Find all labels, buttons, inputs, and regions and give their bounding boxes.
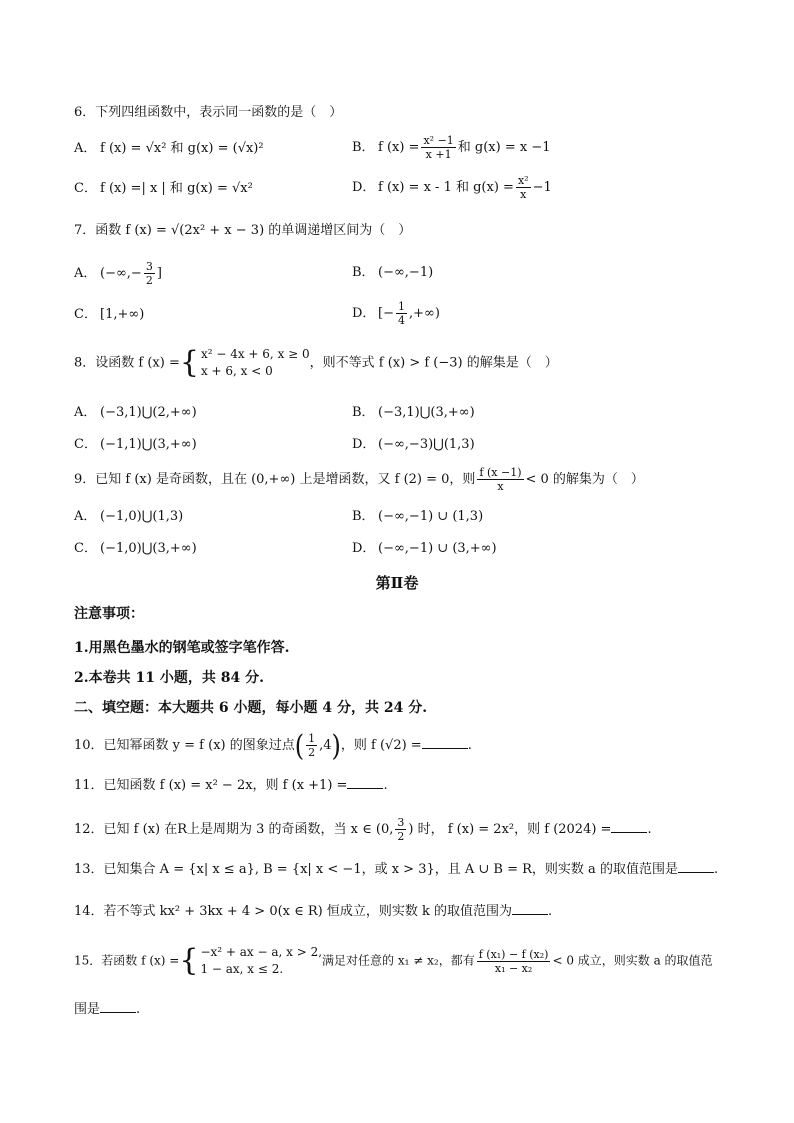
- q8-option-d[interactable]: [352, 436, 475, 454]
- denominator: x +1: [425, 148, 452, 161]
- fraction: [395, 816, 406, 843]
- option-post: 和 g(x) = x −1: [457, 140, 551, 155]
- option-text: (−∞,−3)⋃(1,3): [378, 437, 475, 452]
- fraction: [421, 134, 455, 161]
- option-text: f (x) = √x² 和 g(x) = (√x)²: [100, 141, 264, 156]
- option-letter: A．: [74, 509, 97, 524]
- stem-line2: 围是: [74, 1002, 101, 1017]
- denominator: x: [497, 480, 504, 493]
- numerator: f (x −1): [479, 466, 522, 479]
- notice-item-2: 2.本卷共 11 小题，共 84 分.: [74, 670, 264, 686]
- fraction: [477, 948, 551, 975]
- stem-post: ，则 f (√2) =: [340, 738, 422, 753]
- option-pre: [−: [378, 306, 394, 321]
- fraction: [477, 466, 523, 493]
- q13-stem: [74, 860, 718, 879]
- numerator: 1: [397, 300, 405, 313]
- q9-option-c[interactable]: [74, 540, 197, 558]
- q15-stem-line2: [74, 1000, 140, 1019]
- option-letter: D．: [352, 541, 376, 556]
- stem-post: ) 时， f (x) = 2x²，则 f (2024) =: [408, 822, 612, 837]
- stem-pre: 15．若函数 f (x) =: [74, 953, 180, 968]
- stem-pre: 12．已知 f (x) 在R上是周期为 3 的奇函数，当 x ∈ (0,: [74, 822, 394, 837]
- section-title: 第Ⅱ卷: [375, 574, 419, 592]
- option-text: (−∞,−1) ∪ (3,+∞): [378, 541, 497, 556]
- option-letter: A．: [74, 266, 97, 281]
- fraction: [144, 260, 155, 287]
- option-text: f (x) =| x | 和 g(x) = √x²: [100, 181, 253, 196]
- stem-end: .: [647, 822, 652, 837]
- stem-text: 14．若不等式 kx² + 3kx + 4 > 0(x ∈ R) 恒成立，则实数 k 的取值范围为: [74, 904, 513, 919]
- q6-option-b[interactable]: [352, 134, 551, 161]
- option-letter: C．: [74, 307, 97, 322]
- q10-stem: [74, 728, 472, 763]
- fraction: [396, 300, 407, 327]
- numerator: x²: [517, 174, 529, 187]
- stem-text: 13．已知集合 A = {x| x ≤ a}, B = {x| x < −1，或 x > 3}，且 A ∪ B = R，则实数 a 的取值范围是: [74, 862, 678, 877]
- option-letter: B．: [352, 405, 375, 420]
- numerator: 3: [397, 816, 405, 829]
- answer-blank[interactable]: [100, 1000, 136, 1013]
- option-letter: A．: [74, 405, 97, 420]
- option-letter: C．: [74, 437, 97, 452]
- notice-item-1: 1.用黑色墨水的钢笔或签字笔作答.: [74, 640, 290, 656]
- stem-end: .: [383, 778, 388, 793]
- case-2: x + 6, x < 0: [200, 364, 273, 378]
- stem-end: .: [467, 738, 472, 753]
- option-text: (−1,1)⋃(3,+∞): [100, 437, 197, 452]
- option-letter: C．: [74, 541, 97, 556]
- stem-end: .: [136, 1002, 141, 1017]
- option-pre: (−∞,−: [100, 266, 142, 281]
- option-letter: A．: [74, 141, 97, 156]
- left-brace: {: [179, 345, 199, 380]
- q9-option-b[interactable]: [352, 508, 483, 526]
- option-letter: D．: [352, 306, 376, 321]
- stem-post: < 0 的解集为（ ）: [525, 472, 644, 487]
- denominator: x₁ − x₂: [494, 961, 533, 975]
- option-post: ]: [156, 266, 162, 281]
- part-title: 二、填空题：本大题共 6 小题，每小题 4 分，共 24 分.: [74, 700, 428, 716]
- notice-title: 注意事项：: [74, 606, 144, 622]
- option-text: (−1,0)⋃(1,3): [100, 509, 184, 524]
- stem-pre: 8．设函数 f (x) =: [74, 355, 180, 371]
- option-pre: f (x) =: [378, 140, 420, 155]
- q6-option-a[interactable]: [74, 140, 264, 158]
- numerator: f (x₁) − f (x₂): [478, 947, 549, 961]
- denominator: x: [520, 188, 527, 201]
- left-paren: (: [294, 728, 305, 763]
- option-letter: D．: [352, 180, 376, 195]
- q6-stem: 6．下列四组函数中，表示同一函数的是（ ）: [74, 105, 343, 120]
- denominator: 2: [145, 274, 153, 287]
- point-tail: ,4: [319, 738, 332, 753]
- q15-stem: [74, 944, 713, 978]
- q7-option-d[interactable]: [352, 300, 440, 327]
- q7-stem: 7．函数 f (x) = √(2x² + x − 3) 的单调递增区间为（ ）: [74, 223, 412, 238]
- option-text: [1,+∞): [100, 307, 145, 322]
- stem-text: 11．已知函数 f (x) = x² − 2x，则 f (x +1) =: [74, 778, 348, 793]
- q7-option-b[interactable]: [352, 264, 433, 282]
- q9-option-a[interactable]: [74, 508, 183, 526]
- stem-mid: 满足对任意的 x₁ ≠ x₂，都有: [322, 953, 475, 968]
- option-text: (−3,1)⋃(3,+∞): [378, 405, 475, 420]
- case-2: 1 − ax, x ≤ 2.: [200, 962, 284, 976]
- stem-pre: 10．已知幂函数 y = f (x) 的图象过点: [74, 738, 295, 753]
- option-letter: B．: [352, 265, 375, 280]
- answer-blank[interactable]: [611, 820, 647, 833]
- option-text: (−∞,−1) ∪ (1,3): [378, 509, 484, 524]
- stem-post: < 0 成立，则实数 a 的取值范: [552, 953, 713, 968]
- stem-post: ，则不等式 f (x) > f (−3) 的解集是（ ）: [309, 355, 558, 371]
- option-post: ,+∞): [408, 306, 440, 321]
- q8-option-b[interactable]: [352, 404, 475, 422]
- stem-end: .: [713, 862, 719, 877]
- numerator: 3: [145, 260, 153, 273]
- left-brace: {: [179, 943, 199, 978]
- q6-option-c[interactable]: [74, 180, 253, 198]
- q9-stem: [74, 466, 644, 493]
- answer-blank[interactable]: [678, 860, 714, 873]
- answer-blank[interactable]: [512, 902, 548, 915]
- option-pre: f (x) = x - 1 和 g(x) =: [378, 180, 514, 195]
- stem-end: .: [548, 904, 553, 919]
- q7-option-a[interactable]: [74, 260, 162, 287]
- denominator: 2: [397, 830, 405, 843]
- option-letter: D．: [352, 437, 376, 452]
- q8-option-a[interactable]: [74, 404, 197, 422]
- q7-option-c[interactable]: [74, 306, 144, 324]
- option-text: (−3,1)⋃(2,+∞): [100, 405, 197, 420]
- q14-stem: [74, 902, 552, 921]
- right-paren: ): [331, 728, 341, 763]
- case-1: x² − 4x + 6, x ≥ 0: [200, 347, 310, 361]
- option-letter: B．: [352, 140, 375, 155]
- denominator: 2: [308, 746, 316, 759]
- fraction: [306, 732, 317, 759]
- q6-option-d[interactable]: [352, 174, 552, 201]
- fraction: [516, 174, 531, 201]
- q8-stem: [74, 346, 558, 380]
- option-letter: B．: [352, 509, 375, 524]
- answer-blank[interactable]: [347, 776, 383, 789]
- q9-option-d[interactable]: [352, 540, 497, 558]
- answer-blank[interactable]: [422, 736, 468, 749]
- option-text: (−1,0)⋃(3,+∞): [100, 541, 197, 556]
- option-text: (−∞,−1): [378, 265, 434, 280]
- piecewise-cases: [200, 944, 322, 978]
- option-post: −1: [532, 180, 552, 195]
- case-1: −x² + ax − a, x > 2,: [200, 945, 323, 959]
- option-letter: C．: [74, 181, 97, 196]
- denominator: 4: [397, 314, 405, 327]
- q12-stem: [74, 816, 652, 843]
- q8-option-c[interactable]: [74, 436, 197, 454]
- piecewise-cases: [201, 346, 310, 380]
- numerator: 1: [308, 732, 316, 745]
- numerator: x² −1: [423, 134, 454, 147]
- stem-pre: 9．已知 f (x) 是奇函数，且在 (0,+∞) 上是增函数，又 f (2) = 0，则: [74, 472, 476, 487]
- q11-stem: [74, 776, 388, 795]
